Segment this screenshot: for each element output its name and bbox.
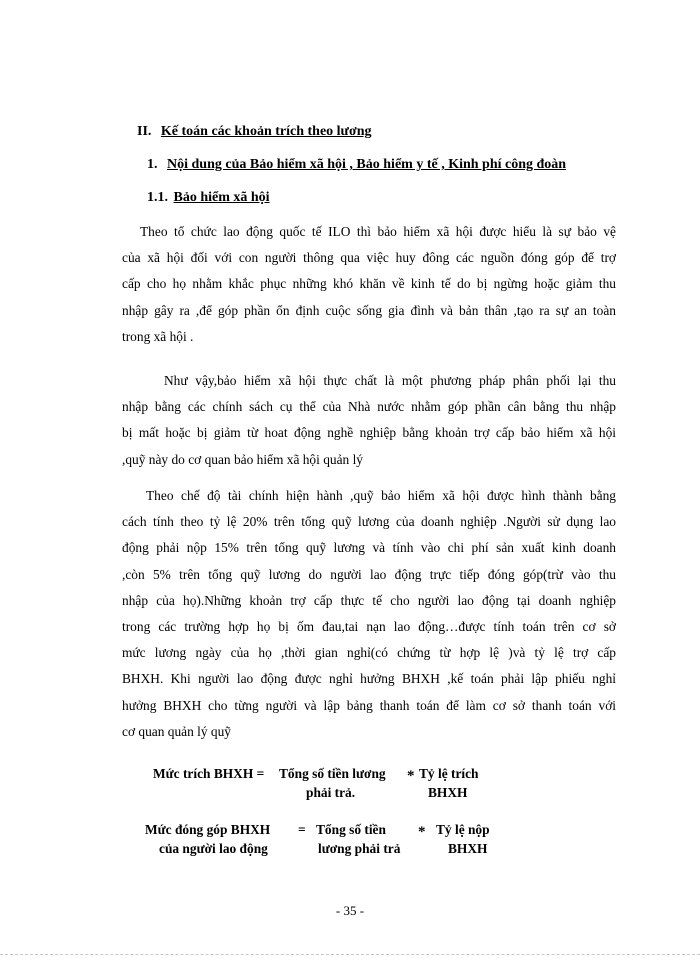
text-line: nhập bằng các chính sách cụ thể của Nhà nước nhằm góp phần cân bằng thu nhập (122, 399, 616, 415)
section-title: Kế toán các khoản trích theo lương (160, 124, 372, 139)
formula1-operator: * (407, 768, 415, 784)
paragraph-ilo-definition (122, 219, 616, 350)
formula2-term1-line1: Tổng số tiền (316, 822, 386, 837)
text-line: Theo tổ chức lao động quốc tế ILO thì bảo hiểm xã hội được hiểu là sự bảo vệ (140, 224, 616, 239)
formula2-term2-line1: Tỷ lệ nộp (436, 822, 490, 837)
text-line: bị mất hoặc bị giảm từ hoat động nghề nghiệp bằng khoản trợ cấp bảo hiểm xã hội (122, 425, 616, 441)
text-line: trong các trường hợp họ bị ốm đau,tai nạn lao động…được tính toán trên cơ sở (122, 619, 616, 635)
text-line: Như vậy,bảo hiểm xã hội thực chất là một phương pháp phân phối lại thu (164, 373, 616, 388)
text-line: của xã hội đối với con người thông qua việc huy đông các nguồn đóng góp để trợ (122, 250, 616, 266)
subsection-heading (147, 157, 566, 173)
formula1-term1-line1: Tổng số tiền lương (279, 766, 386, 781)
text-line: cách tính theo tỷ lệ 20% trên tổng quỹ lương của doanh nghiệp .Người sử dụng lao (122, 514, 616, 530)
text-line: Theo chế độ tài chính hiện hành ,quỹ bảo hiểm xã hội được hình thành bằng (146, 488, 616, 503)
formula1-term2-line2: BHXH (428, 785, 468, 800)
paragraph-redistribution (122, 368, 616, 473)
formula2-equals: = (298, 822, 306, 837)
formula2-term1-line2: lương phải trả (318, 841, 401, 856)
subsubsection-title: Bảo hiểm xã hội (173, 190, 270, 205)
text-line: nhập gây ra ,để góp phần ổn định cuộc sống gia đình và bản thân ,tạo ra sự an toàn (122, 302, 616, 318)
formula1-term1-line2: phải trả. (306, 785, 356, 800)
text-line: động phải nộp 15% trên tổng quỹ lương và tính vào chi phí sản xuất kinh doanh (122, 540, 616, 556)
text-line: hưởng BHXH cho từng người và lập bảng thanh toán để làm cơ sở thanh toán với (122, 697, 616, 713)
subsection-title: Nội dung của Bảo hiểm xã hội , Bảo hiểm y tế , Kinh phí công đoàn (167, 157, 567, 172)
text-line: nhập của họ).Những khoản trợ cấp thực tế cho người lao động tại doanh nghiệp (122, 592, 616, 608)
page-number: - 35 - (335, 903, 365, 918)
formula2-operator: * (418, 824, 426, 840)
paragraph-fund-formation (122, 483, 616, 745)
text-line: trong xã hội . (122, 328, 194, 344)
formula1-term2-line1: Tỷ lệ trích (419, 766, 479, 781)
text-line: ,quỹ này do cơ quan bảo hiểm xã hội quản lý (122, 451, 363, 467)
text-line: cơ quan quản lý quỹ (122, 723, 231, 739)
formula2-term2-line2: BHXH (448, 841, 488, 856)
subsubsection-heading (147, 190, 270, 206)
subsubsection-number: 1.1. (147, 190, 168, 205)
formula2-lhs-line2: của người lao động (159, 841, 268, 856)
text-line: cấp cho họ nhằm khắc phục những khó khăn về kinh tế do bị ngừng hoặc giảm thu (122, 276, 616, 292)
formula1-lhs: Mức trích BHXH = (153, 766, 265, 781)
text-line: mức lương ngày của họ ,thời gian nghỉ(có chứng từ hợp lệ )và tỷ lệ trợ cấp (122, 645, 616, 661)
section-heading (137, 124, 372, 140)
text-line: BHXH. Khi người lao động được nghỉ hưởng BHXH ,kế toán phải lập phiếu nghỉ (122, 671, 616, 687)
subsection-number: 1. (147, 157, 158, 172)
section-number: II. (137, 124, 152, 139)
text-line: ,còn 5% trên tổng quỹ lương do người lao động trực tiếp đóng góp(trừ vào thu (122, 566, 616, 582)
formula2-lhs-line1: Mức đóng góp BHXH (145, 822, 271, 837)
page-separator (0, 954, 700, 955)
